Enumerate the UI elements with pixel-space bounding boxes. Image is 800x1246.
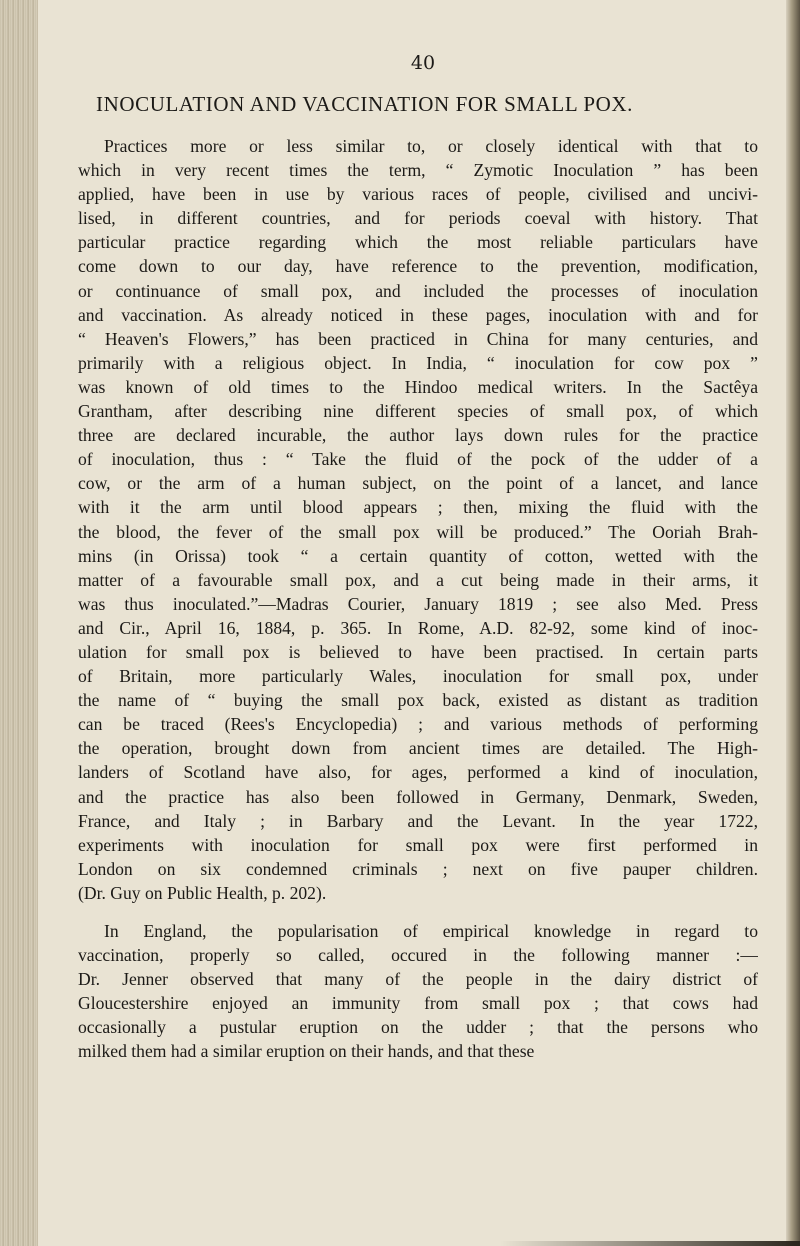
text-line: the name of “ buying the small pox back, existed as distant as tradition [78, 690, 758, 711]
text-line: three are declared incurable, the author lays down rules for the practice [78, 425, 758, 446]
page-bottom-shadow [500, 1241, 800, 1246]
text-line: cow, or the arm of a human subject, on the point of a lancet, and lance [78, 473, 758, 494]
text-line: landers of Scotland have also, for ages, performed a kind of inoculation, [78, 762, 758, 783]
paragraph-2 [78, 919, 758, 1064]
paragraph-gap [78, 905, 758, 919]
text-line: primarily with a religious object. In India, “ inoculation for cow pox ” [78, 352, 758, 373]
text-line: vaccination, properly so called, occured in the following manner :— [78, 945, 758, 966]
text-line: In England, the popularisation of empirical knowledge in regard to [104, 921, 758, 941]
text-line: come down to our day, have reference to the prevention, modification, [78, 256, 758, 277]
text-line: ulation for small pox is believed to have been practised. In certain parts [78, 641, 758, 662]
text-line: of inoculation, thus : “ Take the fluid of the pock of the udder of a [78, 449, 758, 470]
text-line: Dr. Jenner observed that many of the people in the dairy district of [78, 969, 758, 990]
text-line: the operation, brought down from ancient times are detailed. The High- [78, 738, 758, 759]
paragraph-1 [78, 134, 758, 905]
page-number: 40 [410, 52, 436, 74]
text-line: and the practice has also been followed in Germany, Denmark, Sweden, [78, 786, 758, 807]
text-line: with it the arm until blood appears ; then, mixing the fluid with the [78, 497, 758, 518]
text-line: France, and Italy ; in Barbary and the Levant. In the year 1722, [78, 810, 758, 831]
text-line: and vaccination. As already noticed in these pages, inoculation with and for [78, 304, 758, 325]
text-line: the blood, the fever of the small pox will be produced.” The Ooriah Brah- [78, 521, 758, 542]
text-line: which in very recent times the term, “ Zymotic Inoculation ” has been [78, 160, 758, 181]
text-line: or continuance of small pox, and included the processes of inoculation [78, 280, 758, 301]
page-edge [786, 0, 800, 1246]
text-line: was known of old times to the Hindoo medical writers. In the Sactêya [78, 376, 758, 397]
book-page [78, 52, 758, 1064]
text-line: Gloucestershire enjoyed an immunity from small pox ; that cows had [78, 993, 758, 1014]
text-line: “ Heaven's Flowers,” has been practiced in China for many centuries, and [78, 328, 758, 349]
text-line: and Cir., April 16, 1884, p. 365. In Rome, A.D. 82-92, some kind of inoc- [78, 617, 758, 638]
text-line: matter of a favourable small pox, and a cut being made in their arms, it [78, 569, 758, 590]
text-line: particular practice regarding which the most reliable particulars have [78, 232, 758, 253]
text-line: experiments with inoculation for small pox were first performed in [78, 834, 758, 855]
text-line: was thus inoculated.”—Madras Courier, January 1819 ; see also Med. Press [78, 593, 758, 614]
text-line: applied, have been in use by various races of people, civilised and uncivi- [78, 184, 758, 205]
book-gutter [0, 0, 38, 1246]
text-line: lised, in different countries, and for periods coeval with history. That [78, 208, 758, 229]
text-line: mins (in Orissa) took “ a certain quantity of cotton, wetted with the [78, 545, 758, 566]
text-line: milked them had a similar eruption on their hands, and that these [78, 1041, 535, 1062]
page-title: INOCULATION AND VACCINATION FOR SMALL POX. [96, 92, 634, 116]
text-line: can be traced (Rees's Encyclopedia) ; and various methods of performing [78, 714, 758, 735]
text-line: London on six condemned criminals ; next on five pauper children. [78, 858, 758, 879]
text-line: of Britain, more particularly Wales, inoculation for small pox, under [78, 666, 758, 687]
text-line: (Dr. Guy on Public Health, p. 202). [78, 882, 327, 903]
text-line: Grantham, after describing nine different species of small pox, of which [78, 401, 758, 422]
text-line: occasionally a pustular eruption on the udder ; that the persons who [78, 1017, 758, 1038]
text-line: Practices more or less similar to, or closely identical with that to [104, 136, 758, 156]
